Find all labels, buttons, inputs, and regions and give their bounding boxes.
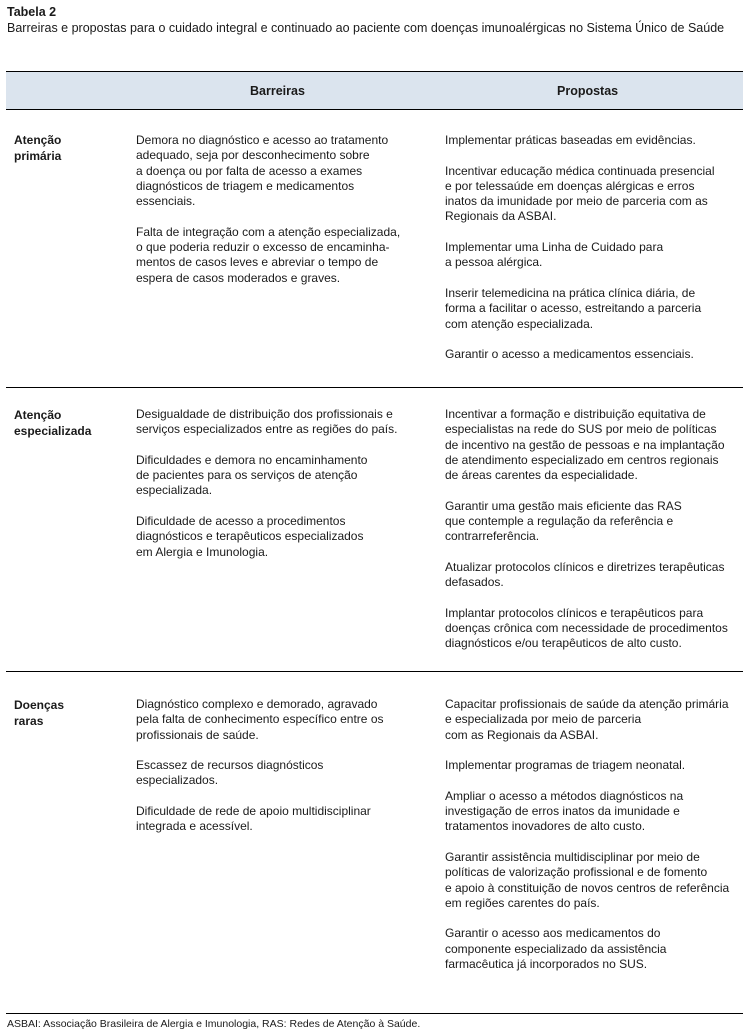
row-label-atencao-especializada: Atenção especializada xyxy=(14,408,92,438)
row-1-barreiras xyxy=(136,133,411,301)
list-item: Dificuldades e demora no encaminhamento de pacientes para os serviços de atenção especializada. xyxy=(136,452,368,498)
list-item: Dificuldade de acesso a procedimentos diagnósticos e terapêuticos especializados em Alergia e Imunologia. xyxy=(136,514,364,559)
row-divider xyxy=(6,387,743,388)
list-item: Implementar práticas baseadas em evidências. xyxy=(445,133,696,147)
table-caption-text: Barreiras e propostas para o cuidado integral e continuado ao paciente com doenças imunoalérgicas no Sistema Único de Saúde xyxy=(7,21,725,35)
row-3-barreiras xyxy=(136,697,411,850)
list-item: Atualizar protocolos clínicos e diretrizes terapêuticas defasados. xyxy=(445,559,725,590)
row-3-propostas xyxy=(445,697,741,988)
table-header-band xyxy=(6,72,743,109)
list-item: Incentivar educação médica continuada presencial e por telessaúde em doenças alérgicas e erros inatos da imunidade por meio de parceria com as Regionais da ASBAI. xyxy=(445,163,715,224)
row-label-atencao-primaria: Atenção primária xyxy=(14,133,62,163)
list-item: Diagnóstico complexo e demorado, agravado pela falta de conhecimento específico entre os profissionais de saúde. xyxy=(136,697,384,742)
list-item: Falta de integração com a atenção especializada, o que poderia reduzir o excesso de encaminha- mentos de casos leves e abreviar o tempo de espera de casos moderados e graves. xyxy=(136,224,401,285)
list-item: Desigualdade de distribuição dos profissionais e serviços especializados entre as regiões do país. xyxy=(136,407,398,437)
list-item: Dificuldade de rede de apoio multidisciplinar integrada e acessível. xyxy=(136,804,371,834)
header-barreiras: Barreiras xyxy=(250,84,305,98)
row-2-propostas xyxy=(445,407,741,667)
header-propostas: Propostas xyxy=(557,84,619,98)
list-item: Garantir o acesso a medicamentos essenciais. xyxy=(445,347,694,362)
list-item: Demora no diagnóstico e acesso ao tratamento adequado, seja por desconhecimento sobre a doença ou por falta de acesso a exames diagnósticos de triagem e medicamentos essenciais. xyxy=(136,133,389,209)
list-item: Implementar uma Linha de Cuidado para a pessoa alérgica. xyxy=(445,240,664,270)
list-item: Garantir o acesso aos medicamentos do componente especializado da assistência farmacêutica já incorporados no SUS. xyxy=(445,926,667,972)
table-caption xyxy=(7,4,745,36)
list-item: Implantar protocolos clínicos e terapêuticos para doenças crônica com necessidade de procedimentos diagnósticos e/ou terapêuticos de alto custo. xyxy=(445,605,728,651)
row-divider xyxy=(6,671,743,672)
list-item: Ampliar o acesso a métodos diagnósticos na investigação de erros inatos da imunidade e tratamentos inovadores de alto custo. xyxy=(445,788,684,834)
list-item: Capacitar profissionais de saúde da atenção primária e especializada por meio de parceria com as Regionais da ASBAI. xyxy=(445,697,729,742)
list-item: Implementar programas de triagem neonatal. xyxy=(445,758,686,773)
list-item: Escassez de recursos diagnósticos especializados. xyxy=(136,758,324,788)
table-header-rule xyxy=(6,109,743,110)
row-2-barreiras xyxy=(136,407,411,575)
row-1-propostas xyxy=(445,133,741,378)
list-item: Incentivar a formação e distribuição equitativa de especialistas na rede do SUS por meio de políticas de incentivo na gestão de pessoas e na implantação de atendimento especializado em centros regionais de áreas carentes da especialidade. xyxy=(445,407,725,483)
table-label: Tabela 2 xyxy=(7,5,57,19)
list-item: Inserir telemedicina na prática clínica diária, de forma a facilitar o acesso, estreitando a parceria com atenção especializada. xyxy=(445,285,702,331)
table-footnote: ASBAI: Associação Brasileira de Alergia e Imunologia, RAS: Redes de Atenção à Saúde. xyxy=(7,1018,421,1030)
list-item: Garantir uma gestão mais eficiente das RAS que contemple a regulação da referência e contrarreferência. xyxy=(445,498,682,544)
list-item: Garantir assistência multidisciplinar por meio de políticas de valorização profissional e de fomento e apoio à constituição de novos centros de referência em regiões carentes do país. xyxy=(445,849,730,910)
table-bottom-rule xyxy=(6,1013,743,1014)
row-label-doencas-raras: Doenças raras xyxy=(14,698,65,728)
